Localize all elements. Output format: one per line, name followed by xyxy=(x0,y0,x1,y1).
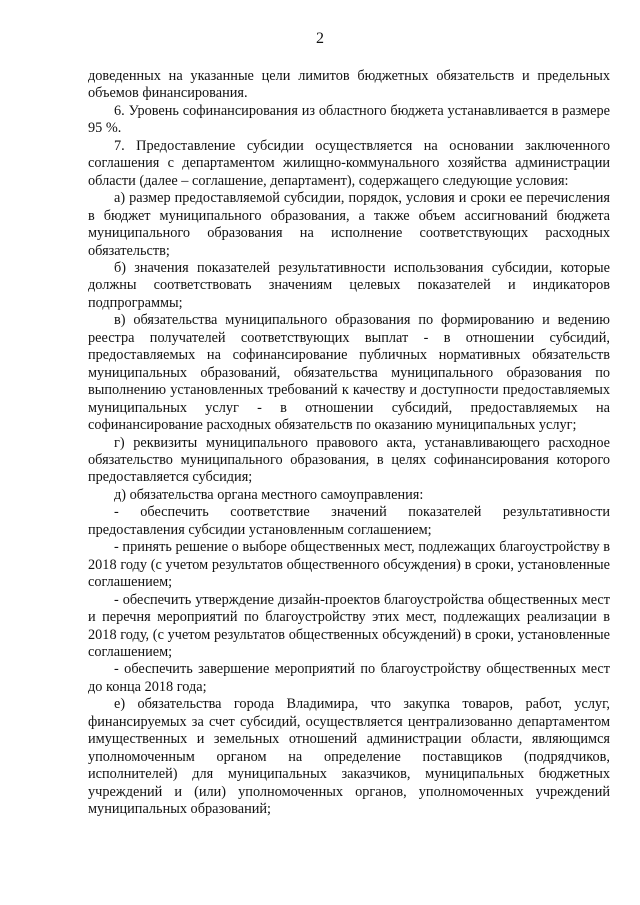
paragraph: - обеспечить завершение мероприятий по благоустройству общественных мест до конца 2018 года; xyxy=(88,661,610,695)
paragraph: в) обязательства муниципального образования по формированию и ведению реестра получателей соответствующих выплат - в отношении субсидий, предоставляемых на софинансирование публичных нормативных обязательств муниципальных образований, обязательства муниципального образования по выполнению установленных требований к качеству и доступности предоставляемых муниципальных услуг - в отношении субсидий, предоставляемых на софинансирование расходных обязательств по оказанию муниципальных услуг; xyxy=(88,312,610,434)
paragraph: доведенных на указанные цели лимитов бюджетных обязательств и предельных объемов финансирования. xyxy=(88,68,610,102)
paragraph: е) обязательства города Владимира, что закупка товаров, работ, услуг, финансируемых за счет субсидий, осуществляется централизованно департаментом имущественных и земельных отношений администрации области, являющимся уполномоченным органом на определение поставщиков (подрядчиков, исполнителей) для муниципальных заказчиков, муниципальных бюджетных учреждений и (или) уполномоченных органов, уполномоченных учреждений муниципальных образований; xyxy=(88,696,610,818)
paragraph: г) реквизиты муниципального правового акта, устанавливающего расходное обязательство муниципального образования, в целях софинансирования которого предоставляется субсидия; xyxy=(88,434,610,486)
paragraph: д) обязательства органа местного самоуправления: xyxy=(114,486,424,503)
page-number: 2 xyxy=(316,30,324,47)
paragraph: - принять решение о выборе общественных мест, подлежащих благоустройству в 2018 году (с учетом результатов общественного обсуждения) в сроки, установленные соглашением; xyxy=(88,539,610,591)
document-body xyxy=(88,68,610,818)
paragraph: б) значения показателей результативности использования субсидии, которые должны соответствовать значениям целевых показателей и индикаторов подпрограммы; xyxy=(88,259,610,311)
paragraph: - обеспечить утверждение дизайн-проектов благоустройства общественных мест и перечня мероприятий по благоустройству этих мест, подлежащих реализации в 2018 году, (с учетом результатов общественных обсуждений) в сроки, установленные соглашением; xyxy=(88,591,610,660)
paragraph: 6. Уровень софинансирования из областного бюджета устанавливается в размере 95 %. xyxy=(88,102,610,137)
paragraph: а) размер предоставляемой субсидии, порядок, условия и сроки ее перечисления в бюджет муниципального образования, а также объем ассигнований бюджета муниципального образования на исполнение соответствующих расходных обязательств; xyxy=(88,190,610,259)
paragraph: - обеспечить соответствие значений показателей результативности предоставления субсидии установленным соглашением; xyxy=(88,504,610,538)
paragraph: 7. Предоставление субсидии осуществляется на основании заключенного соглашения с департаментом жилищно-коммунального хозяйства администрации области (далее – соглашение, департамент), содержащего следующие условия: xyxy=(88,137,610,189)
